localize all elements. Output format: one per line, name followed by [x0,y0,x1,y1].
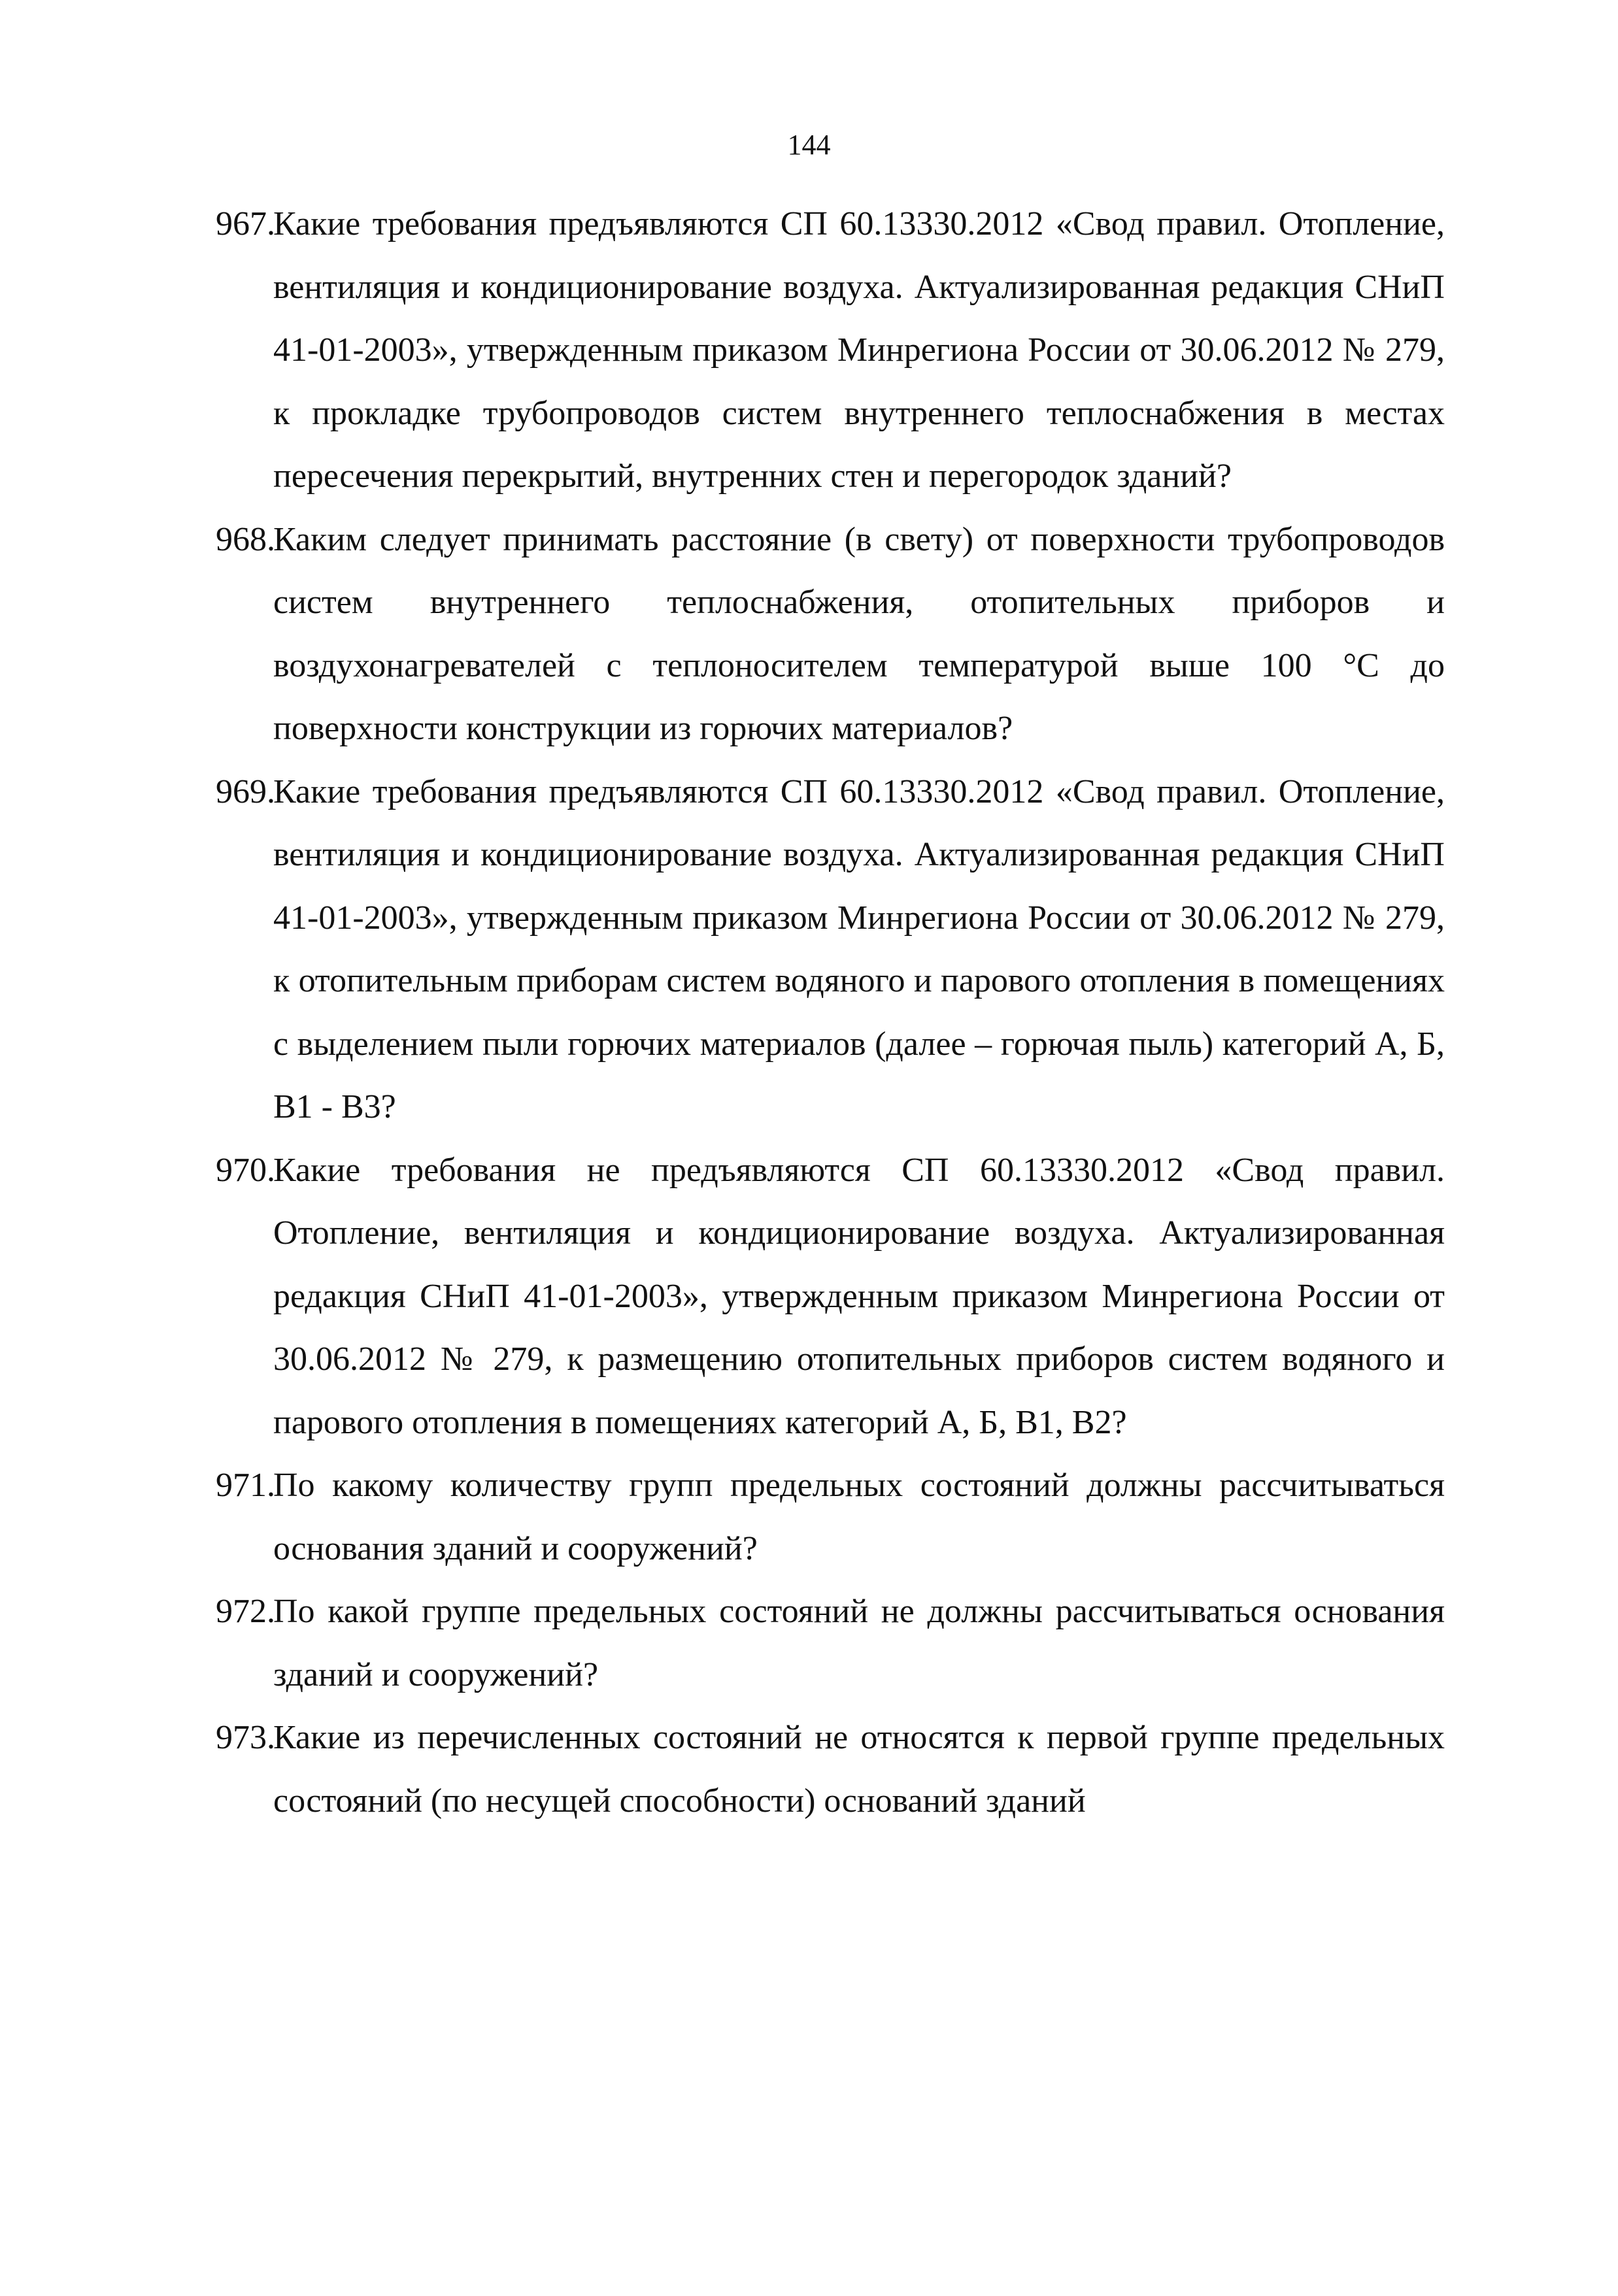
question-item [216,1454,1445,1580]
question-item [216,761,1445,1139]
question-number: 968. [216,520,275,558]
question-number: 973. [216,1719,275,1756]
question-item [216,508,1445,761]
question-item [216,1139,1445,1455]
page-number: 144 [787,129,831,161]
question-number: 972. [216,1593,275,1630]
question-number: 971. [216,1467,275,1504]
question-text: По какой группе предельных состояний не должны рассчитываться основания зданий и сооружений? [273,1593,1445,1693]
question-number: 970. [216,1151,275,1189]
question-text: Какие требования предъявляются СП 60.13330.2012 «Свод правил. Отопление, вентиляция и кондиционирование воздуха. Актуализированная редакция СНиП 41-01-2003», утвержденным приказом Минрегиона России от 30.06.2012 № 279, к прокладке трубопроводов систем внутреннего теплоснабжения в местах пересечения перекрытий, внутренних стен и перегородок зданий? [273,205,1445,495]
question-item [216,193,1445,508]
question-list [216,193,1445,1833]
question-text: По какому количеству групп предельных состояний должны рассчитываться основания зданий и сооружений? [273,1467,1445,1567]
question-item [216,1706,1445,1833]
question-text: Какие требования не предъявляются СП 60.13330.2012 «Свод правил. Отопление, вентиляция и кондиционирование воздуха. Актуализированная редакция СНиП 41-01-2003», утвержденным приказом Минрегиона России от 30.06.2012 № 279, к размещению отопительных приборов систем водяного и парового отопления в помещениях категорий А, Б, В1, В2? [273,1151,1445,1441]
question-text: Каким следует принимать расстояние (в свету) от поверхности трубопроводов систем внутреннего теплоснабжения, отопительных приборов и воздухонагревателей с теплоносителем температурой выше 100 °С до поверхности конструкции из горючих материалов? [273,520,1445,747]
question-item [216,1580,1445,1706]
question-text: Какие требования предъявляются СП 60.13330.2012 «Свод правил. Отопление, вентиляция и кондиционирование воздуха. Актуализированная редакция СНиП 41-01-2003», утвержденным приказом Минрегиона России от 30.06.2012 № 279, к отопительным приборам систем водяного и парового отопления в помещениях с выделением пыли горючих материалов (далее – горючая пыль) категорий А, Б, В1 - В3? [273,773,1445,1125]
question-number: 967. [216,205,275,242]
question-text: Какие из перечисленных состояний не относятся к первой группе предельных состояний (по несущей способности) оснований зданий [273,1719,1445,1820]
question-number: 969. [216,773,275,810]
